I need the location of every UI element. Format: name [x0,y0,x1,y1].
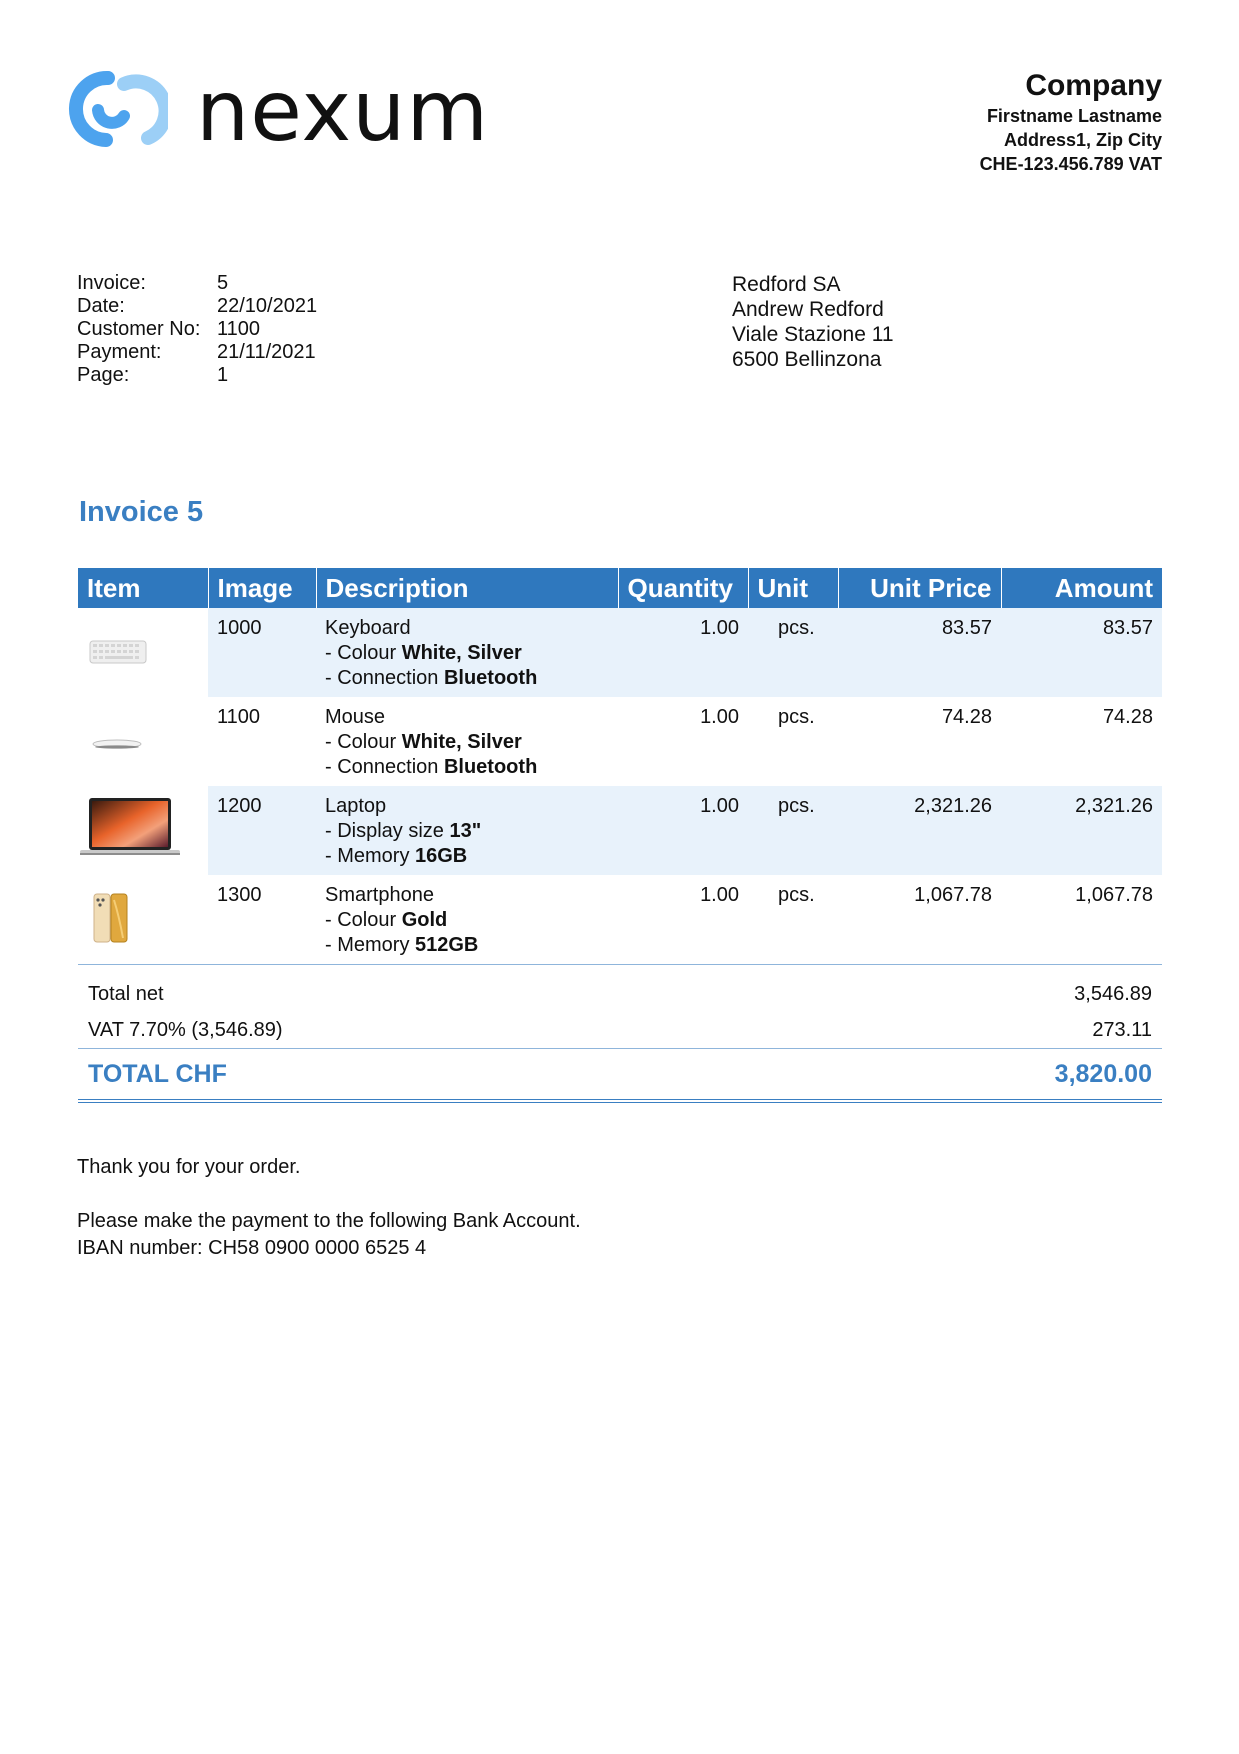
item-description [316,697,618,786]
col-header-image: Image [208,568,316,608]
iban-number: IBAN number: CH58 0900 0000 6525 4 [77,1237,427,1259]
company-info [980,68,1162,176]
mouse-image [78,708,188,768]
item-image-cell [78,697,208,786]
customer-address [732,272,894,372]
table-row [78,875,1162,964]
item-attribute: - Memory 512GB [325,934,479,956]
col-header-quantity: Quantity [618,568,748,608]
company-address: Address1, Zip City [1003,130,1162,150]
item-amount: 74.28 [1102,706,1153,728]
company-logo [66,62,490,160]
item-unit-price: 2,321.26 [838,786,1001,875]
item-attribute: - Colour White, Silver [325,642,522,664]
item-code: 1200 [208,786,316,875]
meta-row [77,272,317,295]
item-code: 1100 [217,706,261,728]
item-quantity: 1.00 [700,706,739,728]
invoice-title: Invoice 5 [79,496,204,528]
total-net-value: 3,546.89 [1074,982,1152,1005]
total-net-row [78,976,1162,1012]
item-code: 1300 [208,875,316,964]
customer-street: Viale Stazione 11 [732,323,894,346]
items-table [78,568,1162,965]
meta-row [77,341,317,364]
keyboard-image [78,619,188,679]
item-unit-price: 1,067.78 [838,875,1001,964]
logo-wordmark: nexum [196,62,490,160]
smartphone-image [78,886,188,946]
item-attribute: - Colour White, Silver [325,731,522,753]
customer-city: 6500 Bellinzona [732,348,882,371]
table-row [78,608,1162,697]
meta-value: 21/11/2021 [217,341,316,363]
item-attribute: - Colour Gold [325,909,448,931]
grand-total-row [78,1049,1162,1103]
item-unit: pcs. [748,786,838,875]
item-description [316,875,618,964]
thank-you-note: Thank you for your order. [77,1156,301,1178]
meta-label: Payment: [77,341,162,363]
item-description [316,608,618,697]
item-name: Smartphone [325,884,434,906]
item-quantity: 1.00 [618,875,748,964]
item-image-cell [78,608,208,697]
totals-section [78,976,1162,1103]
meta-value: 5 [217,272,229,294]
table-header-row [78,568,1162,608]
item-amount: 1,067.78 [1001,875,1162,964]
col-header-amount: Amount [1001,568,1162,608]
vat-row [78,1012,1162,1049]
customer-company: Redford SA [732,273,841,296]
laptop-image [78,792,188,862]
company-contact: Firstname Lastname [986,106,1162,126]
item-name: Mouse [325,706,386,728]
meta-value: 22/10/2021 [217,295,318,317]
item-quantity: 1.00 [618,608,748,697]
meta-label: Date: [77,295,125,317]
item-amount: 2,321.26 [1001,786,1162,875]
item-name: Keyboard [325,617,411,639]
total-net-label: Total net [88,982,164,1005]
item-unit-price: 83.57 [838,608,1001,697]
table-row [78,786,1162,875]
item-attribute: - Memory 16GB [325,845,468,867]
meta-label: Customer No: [77,318,201,340]
grand-total-value: 3,820.00 [1054,1059,1152,1088]
col-header-unit-price: Unit Price [838,568,1001,608]
item-unit: pcs. [748,608,838,697]
table-row [78,697,1162,786]
item-attribute: - Connection Bluetooth [325,756,538,778]
item-amount: 83.57 [1001,608,1162,697]
nexum-logo-icon [66,66,168,156]
grand-total-label: TOTAL CHF [88,1059,227,1088]
payment-note: Please make the payment to the following Bank Account. [77,1210,581,1232]
meta-label: Page: [77,364,130,386]
meta-value: 1100 [217,318,261,340]
item-attribute: - Connection Bluetooth [325,667,538,689]
meta-label: Invoice: [77,272,146,294]
col-header-unit: Unit [748,568,838,608]
meta-value: 1 [217,364,229,386]
item-image-cell [78,786,208,875]
vat-label: VAT 7.70% (3,546.89) [88,1018,283,1041]
item-unit-price: 74.28 [941,706,992,728]
item-unit: pcs. [748,875,838,964]
item-unit: pcs. [778,706,815,728]
item-image-cell [78,875,208,964]
item-code: 1000 [208,608,316,697]
invoice-meta [77,272,317,387]
company-vat: CHE-123.456.789 VAT [979,154,1162,174]
item-name: Laptop [325,795,387,817]
item-quantity: 1.00 [618,786,748,875]
vat-value: 273.11 [1092,1018,1152,1041]
col-header-description: Description [316,568,618,608]
item-description [316,786,618,875]
customer-person: Andrew Redford [732,298,884,321]
item-attribute: - Display size 13" [325,820,482,842]
col-header-item: Item [78,568,208,608]
payment-info [77,1208,581,1262]
meta-row [77,295,317,318]
company-name: Company [1025,69,1162,102]
meta-row [77,364,317,387]
meta-row [77,318,317,341]
